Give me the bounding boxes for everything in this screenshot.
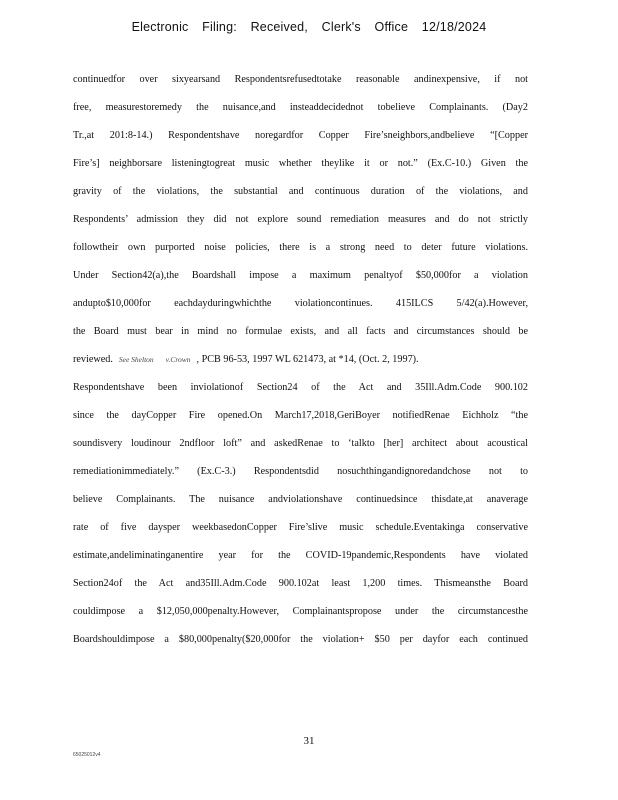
citation-lead: reviewed. [73,354,113,365]
citation-line [73,352,528,380]
citation-tail: , PCB 96-53, 1997 WL 621473, at *14, (Oct. 2, 1997). [196,354,419,365]
body-line: Boardshouldimpose a $80,000penalty($20,000for the violation+ $50 per dayfor each continued [73,634,528,645]
body-line: estimate,andeliminatinganentire year for the COVID-19pandemic,Respondents have violated [73,550,528,561]
body-line: the Board must bear in mind no formulae exists, and all facts and circumstances should be [73,326,528,337]
body-line: continuedfor over sixyearsand Respondentsrefusedtotake reasonable andinexpensive, if not [73,74,528,85]
body-line: Respondents’ admission they did not explore sound remediation measures and do not strictly [73,214,528,225]
body-line: free, measurestoremedy the nuisance,and insteaddecidednot tobelieve Complainants. (Day2 [73,102,528,113]
body-line: since the dayCopper Fire opened.On March17,2018,GeriBoyer notifiedRenae Eichholz “the [73,410,528,421]
body-line: andupto$10,000for eachdayduringwhichthe violationcontinues. 415ILCS 5/42(a).However, [73,298,528,309]
case-citation: See Shelton [118,355,154,364]
body-line: Tr.,at 201:8-14.) Respondentshave noregardfor Copper Fire’sneighbors,andbelieve “[Copper [73,130,528,141]
body-line: gravity of the violations, the substantial and continuous duration of the violations, and [73,186,528,197]
body-line: Fire’s] neighborsare listeningtogreat music whether theylike it or not.” (Ex.C-10.) Given the [73,158,528,169]
body-line: rate of five daysper weekbasedonCopper Fire’slive music schedule.Eventakinga conservative [73,522,528,533]
document-id: 65025012v4 [73,752,101,758]
body-line: Section24of the Act and35Ill.Adm.Code 900.102at least 1,200 times. Thismeansthe Board [73,578,528,589]
case-citation-party: v.Crown [165,355,191,364]
body-line: followtheir own purported noise policies, there is a strong need to deter future violations. [73,242,528,253]
body-line: Respondentshave been inviolationof Section24 of the Act and 35Ill.Adm.Code 900.102 [73,382,528,393]
body-line: remediationimmediately.” (Ex.C-3.) Respondentsdid nosuchthingandignoredandchose not to [73,466,528,477]
page-number: 31 [303,735,315,747]
body-line: Under Section42(a),the Boardshall impose a maximum penaltyof $50,000for a violation [73,270,528,281]
body-line: couldimpose a $12,050,000penalty.However, Complainantspropose under the circumstancesthe [73,606,528,617]
electronic-filing-stamp: Electronic Filing: Received, Clerk's Office 12/18/2024 [131,20,487,34]
body-line: soundisvery loudinour 2ndfloor loft” and askedRenae to ‘talkto [her] architect about acoustical [73,438,528,449]
body-line: believe Complainants. The nuisance andviolationshave continuedsince thisdate,at anaverage [73,494,528,505]
document-body [73,72,528,660]
